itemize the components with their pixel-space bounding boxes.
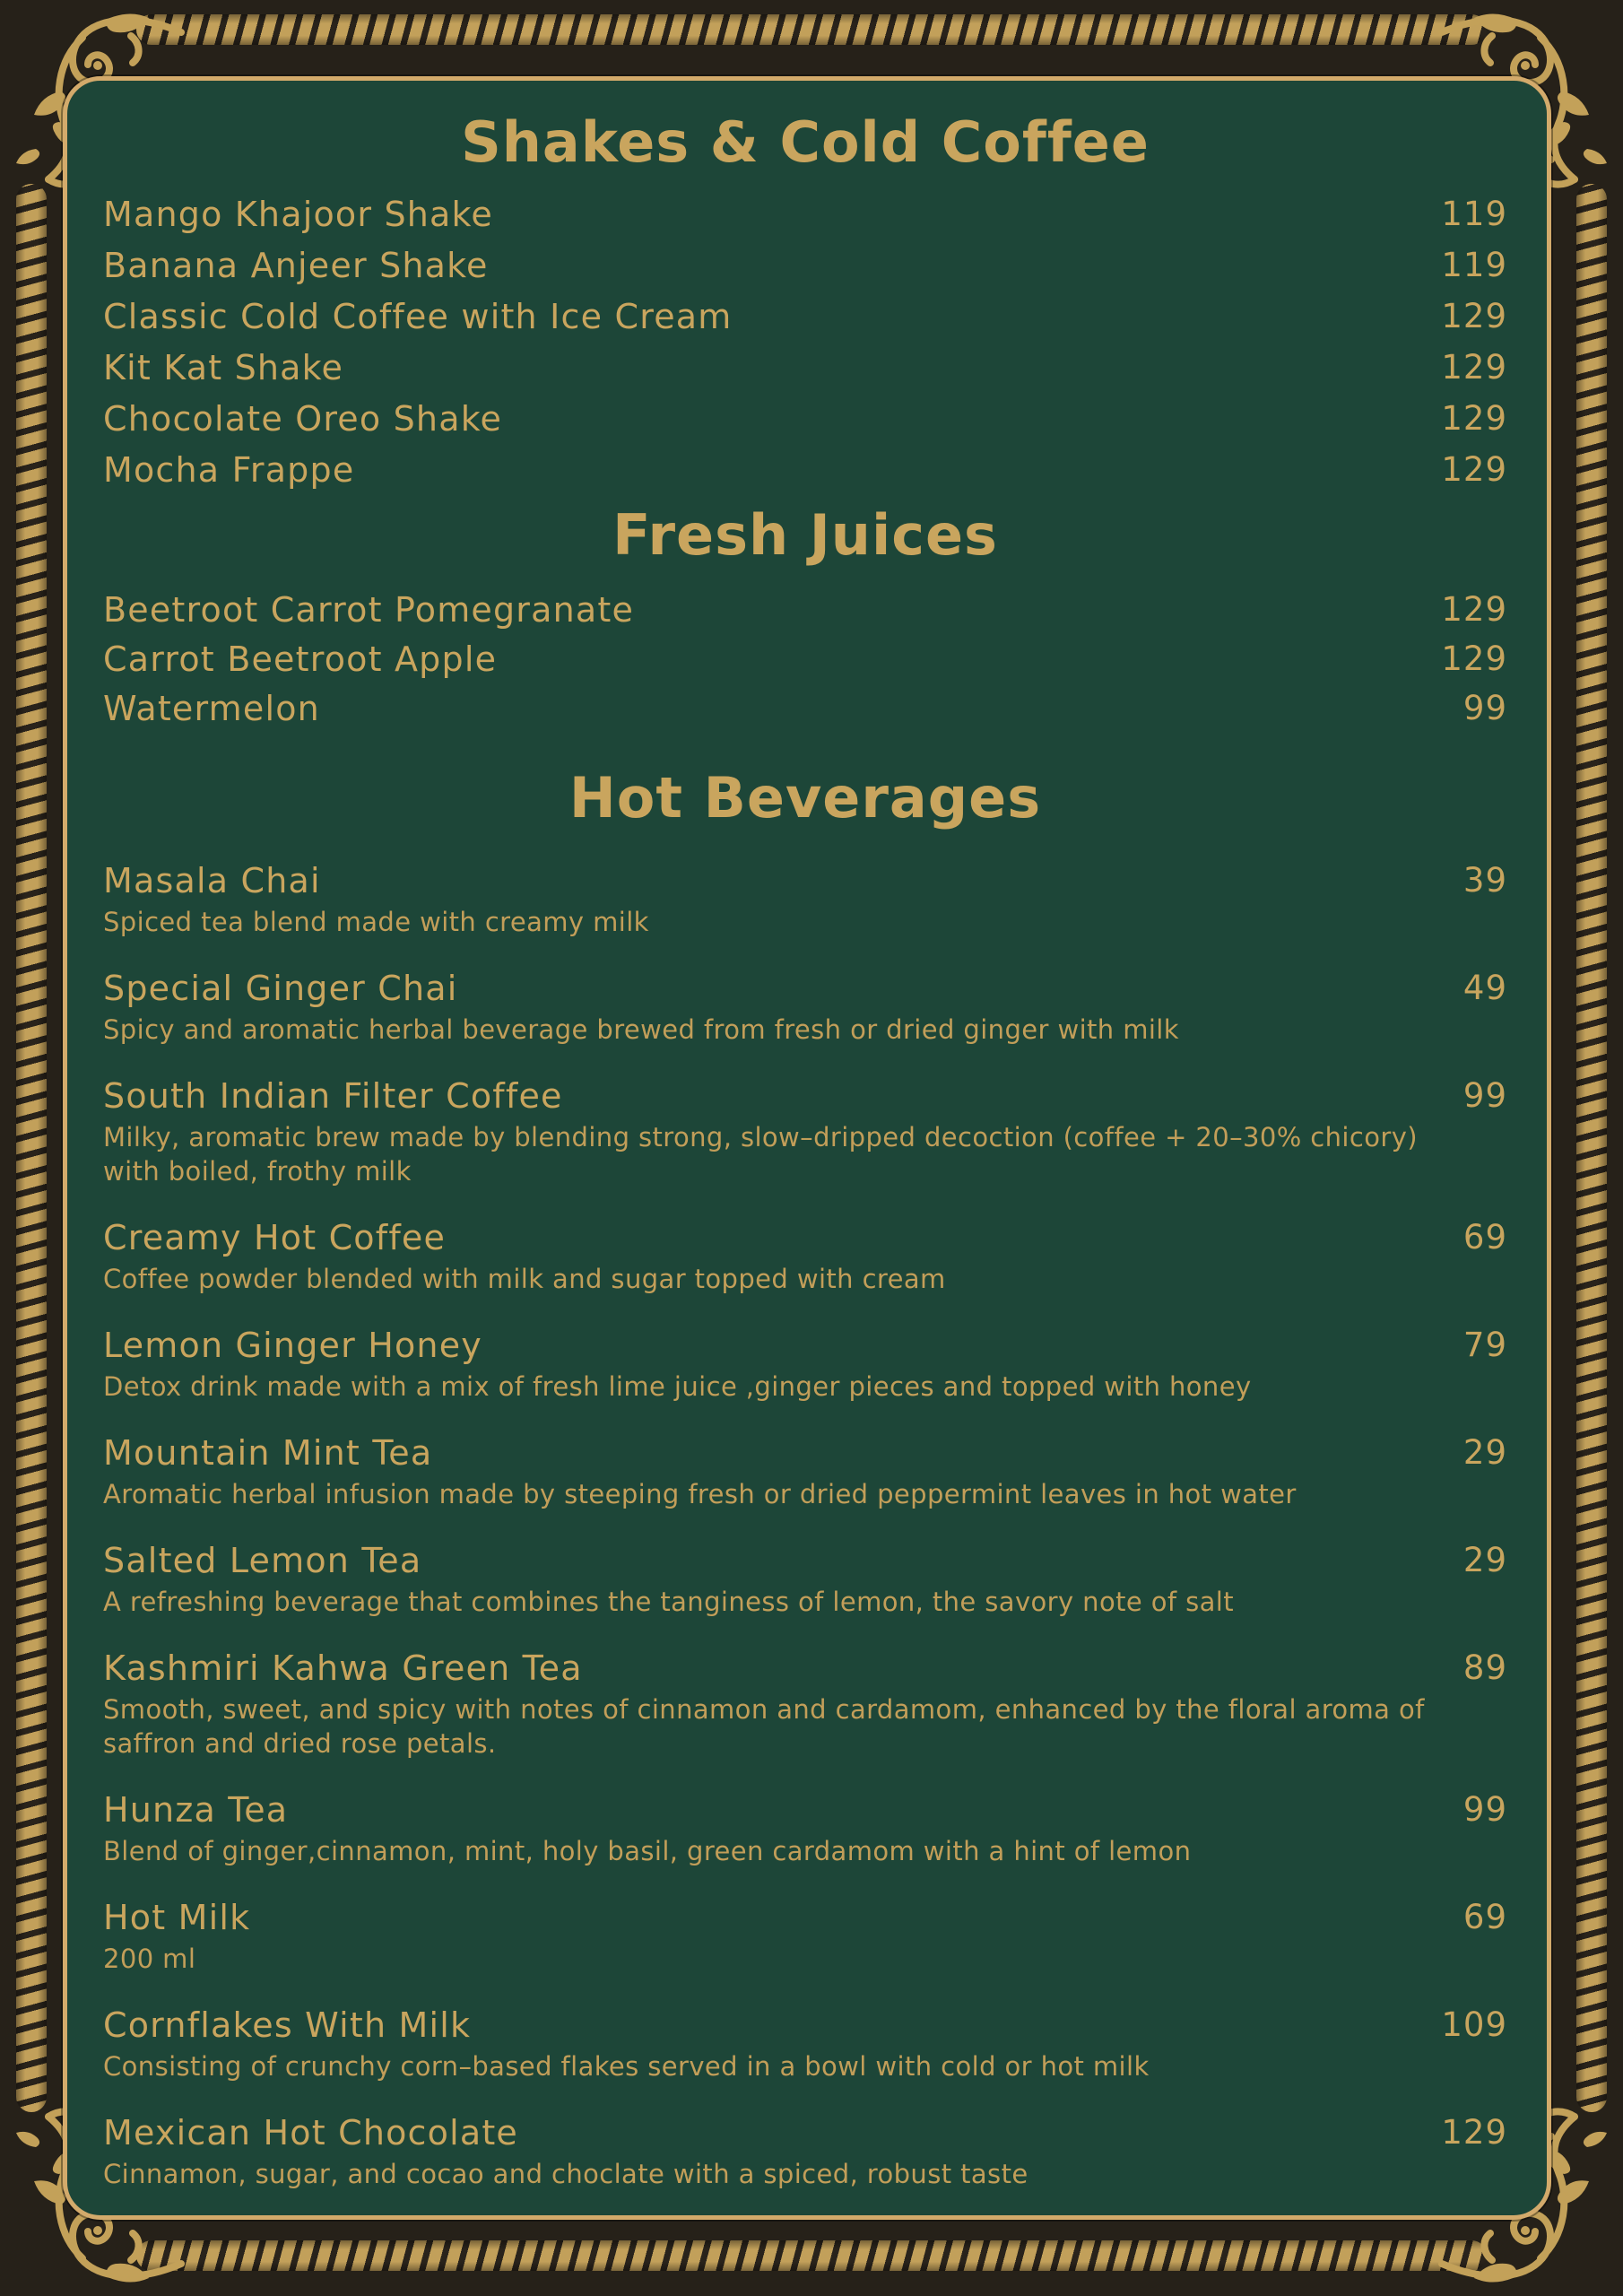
item-name: Banana Anjeer Shake: [103, 245, 489, 285]
item-price: 99: [1462, 1076, 1507, 1115]
menu-item-block: [103, 1648, 1507, 1761]
menu-item-block: [103, 2112, 1507, 2191]
item-name: Mountain Mint Tea: [103, 1433, 433, 1473]
section-title-shakes-cold-coffee: Shakes & Cold Coffee: [461, 109, 1150, 175]
item-name: Chocolate Oreo Shake: [103, 398, 503, 439]
item-description: Blend of ginger,cinnamon, mint, holy basil, green cardamom with a hint of lemon: [103, 1836, 1192, 1866]
section-title-fresh-juices: Fresh Juices: [612, 502, 998, 568]
item-name: Special Ginger Chai: [103, 969, 458, 1008]
item-name: Lemon Ginger Honey: [103, 1326, 482, 1365]
item-price: 119: [1441, 195, 1507, 233]
menu-item-row: [103, 1075, 1507, 1117]
item-name: Mocha Frappe: [103, 449, 355, 490]
item-price: 29: [1462, 1433, 1507, 1472]
item-description: A refreshing beverage that combines the tanginess of lemon, the savory note of salt: [103, 1587, 1235, 1617]
menu-panel: [63, 76, 1551, 2220]
menu-item-row: [103, 2005, 1507, 2046]
item-description: Aromatic herbal infusion made by steeping fresh or dried peppermint leaves in hot water: [103, 1479, 1297, 1509]
item-name: Masala Chai: [103, 861, 321, 900]
menu-item-block: [103, 1789, 1507, 1868]
menu-item-row: [103, 1217, 1507, 1258]
item-price: 99: [1462, 689, 1507, 727]
item-name: Mexican Hot Chocolate: [103, 2113, 519, 2152]
item-price: 129: [1441, 297, 1507, 335]
menu-item-row: [103, 1432, 1507, 1474]
menu-item-row: [103, 1897, 1507, 1938]
menu-item-block: [103, 1432, 1507, 1511]
menu-item-block: [103, 1075, 1507, 1188]
item-description: Spicy and aromatic herbal beverage brewed from fresh or dried ginger with milk: [103, 1014, 1179, 1045]
item-name: Kashmiri Kahwa Green Tea: [103, 1648, 583, 1688]
item-price: 119: [1441, 246, 1507, 284]
menu-item-row: [103, 860, 1507, 901]
item-price: 109: [1441, 2005, 1507, 2044]
menu-item-row: [103, 239, 1507, 291]
menu-item-row: [103, 1789, 1507, 1831]
item-price: 69: [1462, 1898, 1507, 1936]
item-name: Watermelon: [103, 688, 320, 728]
menu-item-block: [103, 1217, 1507, 1296]
menu-item-row: [103, 683, 1507, 733]
menu-item-row: [103, 393, 1507, 444]
menu-item-block: [103, 1897, 1507, 1976]
item-price: 129: [1441, 2113, 1507, 2152]
item-name: Carrot Beetroot Apple: [103, 639, 498, 679]
item-description: Cinnamon, sugar, and cocao and choclate with a spiced, robust taste: [103, 2159, 1028, 2189]
item-price: 129: [1441, 590, 1507, 629]
item-price: 99: [1462, 1790, 1507, 1829]
item-name: Hot Milk: [103, 1898, 251, 1937]
item-price: 129: [1441, 348, 1507, 387]
item-description: Detox drink made with a mix of fresh lime juice ,ginger pieces and topped with honey: [103, 1371, 1252, 1402]
rope-border-left: [16, 184, 47, 2112]
item-price: 49: [1462, 969, 1507, 1007]
item-description: Spiced tea blend made with creamy milk: [103, 907, 649, 937]
rope-border-right: [1576, 184, 1607, 2112]
item-price: 129: [1441, 450, 1507, 489]
item-price: 129: [1441, 399, 1507, 438]
rope-border-bottom: [136, 2240, 1487, 2271]
menu-item-row: [103, 291, 1507, 342]
rope-border-top: [136, 14, 1487, 45]
menu-item-block: [103, 1325, 1507, 1404]
item-price: 129: [1441, 639, 1507, 678]
item-description: Smooth, sweet, and spicy with notes of cinnamon and cardamom, enhanced by the floral aroma of saffron and dried rose petals.: [103, 1694, 1425, 1759]
item-price: 79: [1462, 1326, 1507, 1364]
item-name: Classic Cold Coffee with Ice Cream: [103, 296, 733, 336]
item-name: Cornflakes With Milk: [103, 2005, 472, 2045]
menu-item-block: [103, 1540, 1507, 1619]
item-name: Hunza Tea: [103, 1790, 289, 1830]
item-description: Consisting of crunchy corn–based flakes served in a bowl with cold or hot milk: [103, 2051, 1150, 2082]
item-price: 39: [1462, 861, 1507, 900]
item-description: Coffee powder blended with milk and sugar topped with cream: [103, 1264, 946, 1294]
menu-item-row: [103, 634, 1507, 683]
menu-item-block: [103, 2005, 1507, 2083]
item-description: Milky, aromatic brew made by blending strong, slow–dripped decoction (coffee + 20–30% chicory) with boiled, frothy milk: [103, 1122, 1418, 1187]
menu-item-block: [103, 860, 1507, 939]
item-name: South Indian Filter Coffee: [103, 1076, 563, 1116]
menu-item-row: [103, 1540, 1507, 1581]
item-name: Mango Khajoor Shake: [103, 194, 493, 234]
menu-item-row: [103, 585, 1507, 634]
item-name: Kit Kat Shake: [103, 347, 344, 387]
menu-item-row: [103, 968, 1507, 1009]
menu-item-row: [103, 188, 1507, 239]
menu-item-row: [103, 1325, 1507, 1366]
menu-item-row: [103, 2112, 1507, 2153]
item-price: 89: [1462, 1648, 1507, 1687]
section-title-hot-beverages: Hot Beverages: [568, 765, 1042, 831]
item-name: Creamy Hot Coffee: [103, 1218, 447, 1257]
item-description: 200 ml: [103, 1944, 196, 1974]
item-name: Salted Lemon Tea: [103, 1541, 422, 1580]
menu-item-row: [103, 1648, 1507, 1689]
item-name: Beetroot Carrot Pomegranate: [103, 589, 635, 630]
item-price: 29: [1462, 1541, 1507, 1579]
item-price: 69: [1462, 1218, 1507, 1257]
menu-item-row: [103, 342, 1507, 393]
menu-item-block: [103, 968, 1507, 1047]
menu-item-row: [103, 444, 1507, 495]
